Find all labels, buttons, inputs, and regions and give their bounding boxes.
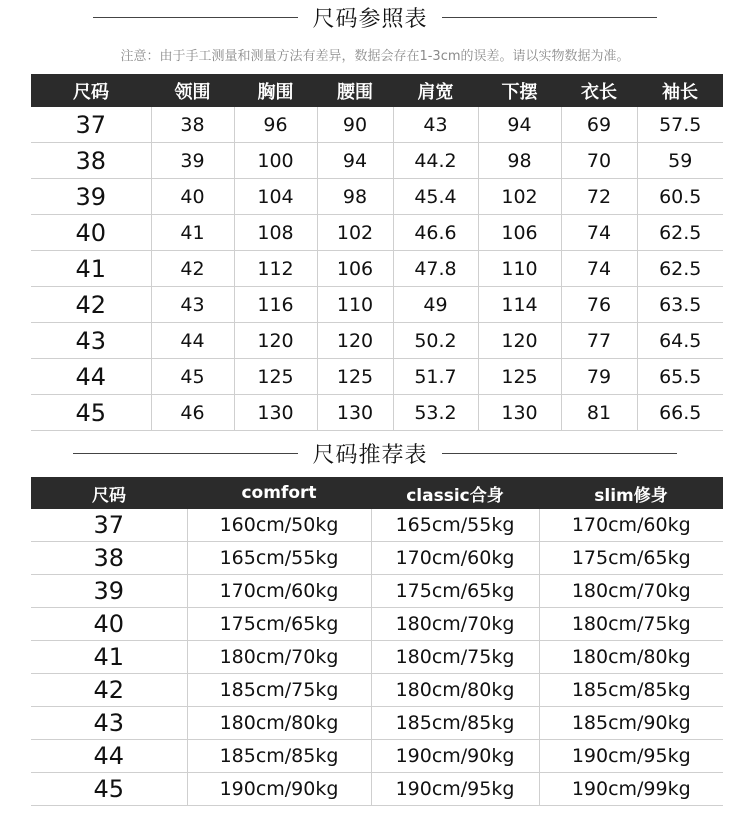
table-cell: 69 (561, 107, 637, 143)
header-slim: slim修身 (539, 477, 723, 509)
table-cell: 63.5 (637, 287, 723, 323)
size-cell: 39 (31, 575, 187, 608)
table-cell: 120 (234, 323, 317, 359)
size-chart-header-row (31, 74, 723, 107)
table-cell: 46.6 (393, 215, 478, 251)
table-cell: 44 (151, 323, 234, 359)
table-cell: 180cm/70kg (539, 575, 723, 608)
table-cell: 102 (317, 215, 393, 251)
header-size: 尺码 (31, 477, 187, 509)
table-cell: 38 (151, 107, 234, 143)
table-cell: 98 (478, 143, 561, 179)
table-cell: 106 (478, 215, 561, 251)
table-row (31, 179, 723, 215)
size-cell: 38 (31, 542, 187, 575)
header-hem: 下摆 (478, 74, 561, 107)
table-row (31, 641, 723, 674)
table-cell: 112 (234, 251, 317, 287)
size-cell: 44 (31, 359, 151, 395)
table-row (31, 359, 723, 395)
recommend-chart-header-row (31, 477, 723, 509)
table-row (31, 287, 723, 323)
header-chest: 胸围 (234, 74, 317, 107)
table-row (31, 575, 723, 608)
table-cell: 185cm/90kg (539, 707, 723, 740)
table-cell: 108 (234, 215, 317, 251)
table-cell: 100 (234, 143, 317, 179)
table-cell: 180cm/75kg (371, 641, 539, 674)
title-rule-left (73, 453, 298, 454)
table-row (31, 740, 723, 773)
table-cell: 40 (151, 179, 234, 215)
table-row (31, 323, 723, 359)
table-cell: 116 (234, 287, 317, 323)
size-cell: 43 (31, 707, 187, 740)
table-cell: 106 (317, 251, 393, 287)
table-cell: 130 (478, 395, 561, 431)
table-row (31, 773, 723, 806)
table-cell: 165cm/55kg (371, 509, 539, 542)
table-cell: 185cm/75kg (187, 674, 371, 707)
size-cell: 41 (31, 251, 151, 287)
size-cell: 44 (31, 740, 187, 773)
size-chart-table (31, 74, 723, 431)
table-cell: 74 (561, 215, 637, 251)
table-cell: 175cm/65kg (187, 608, 371, 641)
header-neck: 领围 (151, 74, 234, 107)
table-cell: 43 (393, 107, 478, 143)
recommend-chart-title: 尺码推荐表 (312, 442, 428, 468)
size-cell: 45 (31, 773, 187, 806)
table-cell: 110 (317, 287, 393, 323)
table-cell: 110 (478, 251, 561, 287)
table-cell: 53.2 (393, 395, 478, 431)
size-cell: 39 (31, 179, 151, 215)
table-cell: 72 (561, 179, 637, 215)
table-cell: 190cm/90kg (371, 740, 539, 773)
table-cell: 160cm/50kg (187, 509, 371, 542)
size-cell: 37 (31, 509, 187, 542)
table-cell: 42 (151, 251, 234, 287)
header-length: 衣长 (561, 74, 637, 107)
table-cell: 175cm/65kg (371, 575, 539, 608)
header-sleeve: 袖长 (637, 74, 723, 107)
table-cell: 130 (234, 395, 317, 431)
table-cell: 46 (151, 395, 234, 431)
size-cell: 41 (31, 641, 187, 674)
table-row (31, 542, 723, 575)
size-chart-heading (0, 0, 750, 34)
table-row (31, 215, 723, 251)
header-comfort: comfort (187, 477, 371, 509)
title-rule-right (442, 453, 677, 454)
table-row (31, 707, 723, 740)
table-cell: 43 (151, 287, 234, 323)
size-cell: 40 (31, 608, 187, 641)
table-cell: 45 (151, 359, 234, 395)
table-cell: 102 (478, 179, 561, 215)
header-shoulder: 肩宽 (393, 74, 478, 107)
table-cell: 44.2 (393, 143, 478, 179)
recommend-chart-heading (0, 436, 750, 470)
table-cell: 94 (317, 143, 393, 179)
table-row (31, 608, 723, 641)
table-cell: 45.4 (393, 179, 478, 215)
size-chart-title: 尺码参照表 (312, 6, 428, 32)
header-size: 尺码 (31, 74, 151, 107)
table-cell: 180cm/70kg (187, 641, 371, 674)
table-cell: 125 (317, 359, 393, 395)
header-waist: 腰围 (317, 74, 393, 107)
table-row (31, 143, 723, 179)
table-cell: 170cm/60kg (371, 542, 539, 575)
table-cell: 170cm/60kg (539, 509, 723, 542)
table-row (31, 395, 723, 431)
table-cell: 65.5 (637, 359, 723, 395)
table-cell: 190cm/90kg (187, 773, 371, 806)
table-row (31, 674, 723, 707)
table-cell: 190cm/95kg (539, 740, 723, 773)
table-cell: 77 (561, 323, 637, 359)
table-cell: 180cm/80kg (539, 641, 723, 674)
table-cell: 98 (317, 179, 393, 215)
table-cell: 60.5 (637, 179, 723, 215)
table-cell: 104 (234, 179, 317, 215)
table-cell: 39 (151, 143, 234, 179)
table-cell: 41 (151, 215, 234, 251)
table-cell: 125 (234, 359, 317, 395)
table-cell: 175cm/65kg (539, 542, 723, 575)
header-classic: classic合身 (371, 477, 539, 509)
table-cell: 49 (393, 287, 478, 323)
recommend-chart-table (31, 477, 723, 806)
size-cell: 42 (31, 674, 187, 707)
table-cell: 62.5 (637, 251, 723, 287)
title-rule-left (93, 17, 298, 18)
size-cell: 40 (31, 215, 151, 251)
size-cell: 37 (31, 107, 151, 143)
table-cell: 165cm/55kg (187, 542, 371, 575)
table-cell: 190cm/95kg (371, 773, 539, 806)
table-cell: 59 (637, 143, 723, 179)
table-cell: 57.5 (637, 107, 723, 143)
table-cell: 170cm/60kg (187, 575, 371, 608)
table-cell: 130 (317, 395, 393, 431)
table-row (31, 251, 723, 287)
title-rule-right (442, 17, 657, 18)
table-cell: 180cm/70kg (371, 608, 539, 641)
table-cell: 70 (561, 143, 637, 179)
table-row (31, 509, 723, 542)
table-cell: 114 (478, 287, 561, 323)
table-cell: 96 (234, 107, 317, 143)
table-cell: 64.5 (637, 323, 723, 359)
table-cell: 81 (561, 395, 637, 431)
table-cell: 190cm/99kg (539, 773, 723, 806)
table-cell: 50.2 (393, 323, 478, 359)
table-row (31, 107, 723, 143)
table-cell: 180cm/80kg (371, 674, 539, 707)
table-cell: 66.5 (637, 395, 723, 431)
size-cell: 43 (31, 323, 151, 359)
measurement-note: 注意：由于手工测量和测量方法有差异，数据会存在1-3cm的误差。请以实物数据为准。 (120, 49, 630, 64)
table-cell: 74 (561, 251, 637, 287)
table-cell: 90 (317, 107, 393, 143)
table-cell: 185cm/85kg (371, 707, 539, 740)
table-cell: 125 (478, 359, 561, 395)
table-cell: 180cm/80kg (187, 707, 371, 740)
table-cell: 79 (561, 359, 637, 395)
table-cell: 51.7 (393, 359, 478, 395)
size-cell: 45 (31, 395, 151, 431)
size-cell: 38 (31, 143, 151, 179)
table-cell: 76 (561, 287, 637, 323)
table-cell: 185cm/85kg (539, 674, 723, 707)
table-cell: 47.8 (393, 251, 478, 287)
table-cell: 120 (317, 323, 393, 359)
table-cell: 62.5 (637, 215, 723, 251)
table-cell: 94 (478, 107, 561, 143)
table-cell: 180cm/75kg (539, 608, 723, 641)
size-cell: 42 (31, 287, 151, 323)
table-cell: 185cm/85kg (187, 740, 371, 773)
table-cell: 120 (478, 323, 561, 359)
